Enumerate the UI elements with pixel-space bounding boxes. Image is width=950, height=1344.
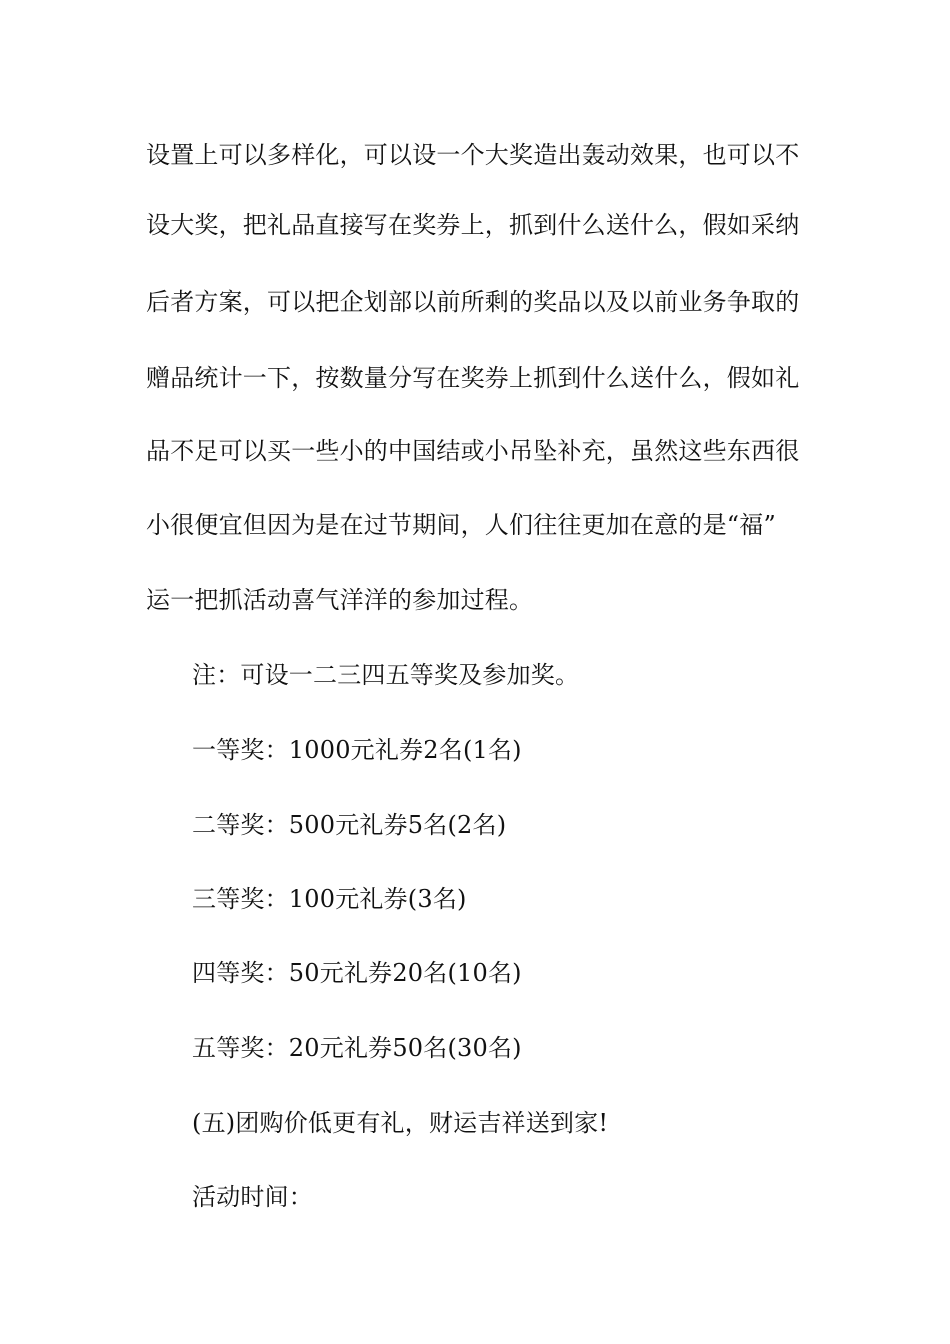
- paragraph-line: 设大奖，把礼品直接写在奖券上，抓到什么送什么，假如采纳: [146, 211, 800, 239]
- paragraph-line: 运一把抓活动喜气洋洋的参加过程。: [146, 586, 534, 614]
- paragraph-line: 后者方案，可以把企划部以前所剩的奖品以及以前业务争取的: [146, 288, 800, 316]
- prize-item: 二等奖：500元礼券5名(2名): [192, 811, 507, 839]
- paragraph-line: 品不足可以买一些小的中国结或小吊坠补充，虽然这些东西很: [146, 437, 800, 465]
- paragraph-line: 小很便宜但因为是在过节期间，人们往往更加在意的是“福”: [146, 511, 776, 539]
- section-heading: (五)团购价低更有礼，财运吉祥送到家!: [192, 1109, 609, 1137]
- paragraph-line: 设置上可以多样化，可以设一个大奖造出轰动效果，也可以不: [146, 141, 800, 169]
- prize-item: 四等奖：50元礼券20名(10名): [192, 959, 522, 987]
- note-text: 注：可设一二三四五等奖及参加奖。: [192, 661, 580, 689]
- prize-item: 一等奖：1000元礼券2名(1名): [192, 736, 522, 764]
- activity-time-label: 活动时间：: [192, 1183, 313, 1211]
- prize-item: 五等奖：20元礼券50名(30名): [192, 1034, 522, 1062]
- prize-item: 三等奖：100元礼券(3名): [192, 885, 467, 913]
- paragraph-line: 赠品统计一下，按数量分写在奖券上抓到什么送什么，假如礼: [146, 364, 800, 392]
